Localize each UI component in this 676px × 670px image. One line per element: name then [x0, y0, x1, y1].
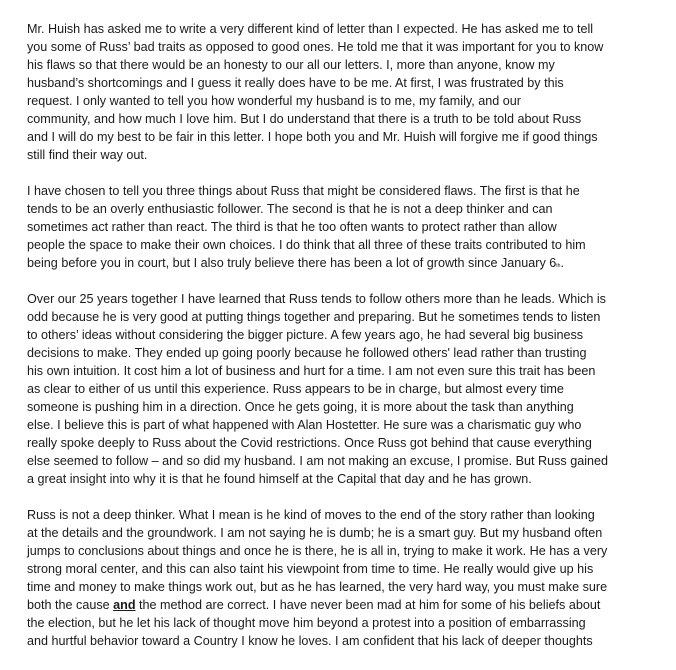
- paragraph-intro: Mr. Huish has asked me to write a very different kind of letter than I expected. He has asked me to tell you some of Russ’ bad traits as opposed to good ones. He told me that it was important for you to know his flaws so that there would be an honesty to our all our letters. I, more than anyone, know my husband’s shortcomings and I guess it really does have to be me. At first, I was frustrated by this request. I only wanted to tell you how wonderful my husband is to me, my family, and our community, and how much I love him. But I do understand that there is a truth to be told about Russ and I will do my best to be fair in this letter. I hope both you and Mr. Huish will forgive me if good things still find their way out.: [27, 22, 604, 162]
- paragraph-three-flaws-text: I have chosen to tell you three things about Russ that might be considered flaws. The first is that he tends to be an overly enthusiastic follower. The second is that he is not a deep thinker and can sometimes act rather than react. The third is that he too often wants to protect rather than allow people the space to make their own choices. I do think that all three of these traits contributed to him being before you in court, but I also truly believe there has been a lot of growth since January 6: [27, 184, 586, 270]
- paragraph-deep-thinker: [27, 506, 657, 650]
- letter-page: [27, 20, 657, 650]
- paragraph-three-flaws: [27, 182, 657, 272]
- ordinal-superscript: th: [556, 263, 561, 269]
- paragraph-three-flaws-end: .: [560, 256, 564, 270]
- paragraph-deep-thinker-rest: the method are correct. I have never been mad at him for some of his beliefs about the election, but he let his lack of thought move him beyond a protest into a position of embarrassing and hurtful behavior toward a Country I know he loves. I am confident that his lack of deeper thoughts: [27, 598, 601, 648]
- paragraph-deep-thinker-text: Russ is not a deep thinker. What I mean is he kind of moves to the end of the story rather than looking at the details and the groundwork. I am not saying he is dumb; he is a smart guy. But my husband often jumps to conclusions about things and once he is there, he is all in, trying to make it work. He has a very strong moral center, and this can also taint his viewpoint from time to time. He really would give up his time and money to make things work out, but as he has learned, the very hard way, you must make sure both the cause: [27, 508, 608, 612]
- paragraph-follower: Over our 25 years together I have learned that Russ tends to follow others more than he leads. Which is odd because he is very good at putting things together and preparing. But he sometimes tends to listen to others’ ideas without considering the bigger picture. A few years ago, he had several big business decisions to make. They ended up going poorly because he followed others' lead rather than trusting his own intuition. It cost him a lot of business and hurt for a time. I am not even sure this trait has been as clear to either of us until this experience. Russ appears to be in charge, but almost every time someone is pushing him in a direction. Once he gets going, it is more about the task than anything else. I believe this is part of what happened with Alan Hostetter. He sure was a charismatic guy who really spoke deeply to Russ about the Covid restrictions. Once Russ got behind that cause everything else seemed to follow – and so did my husband. I am not making an excuse, I promise. But Russ gained a great insight into why it is that he found himself at the Capital that day and he has grown.: [27, 292, 609, 486]
- emphasis-and: and: [113, 598, 136, 612]
